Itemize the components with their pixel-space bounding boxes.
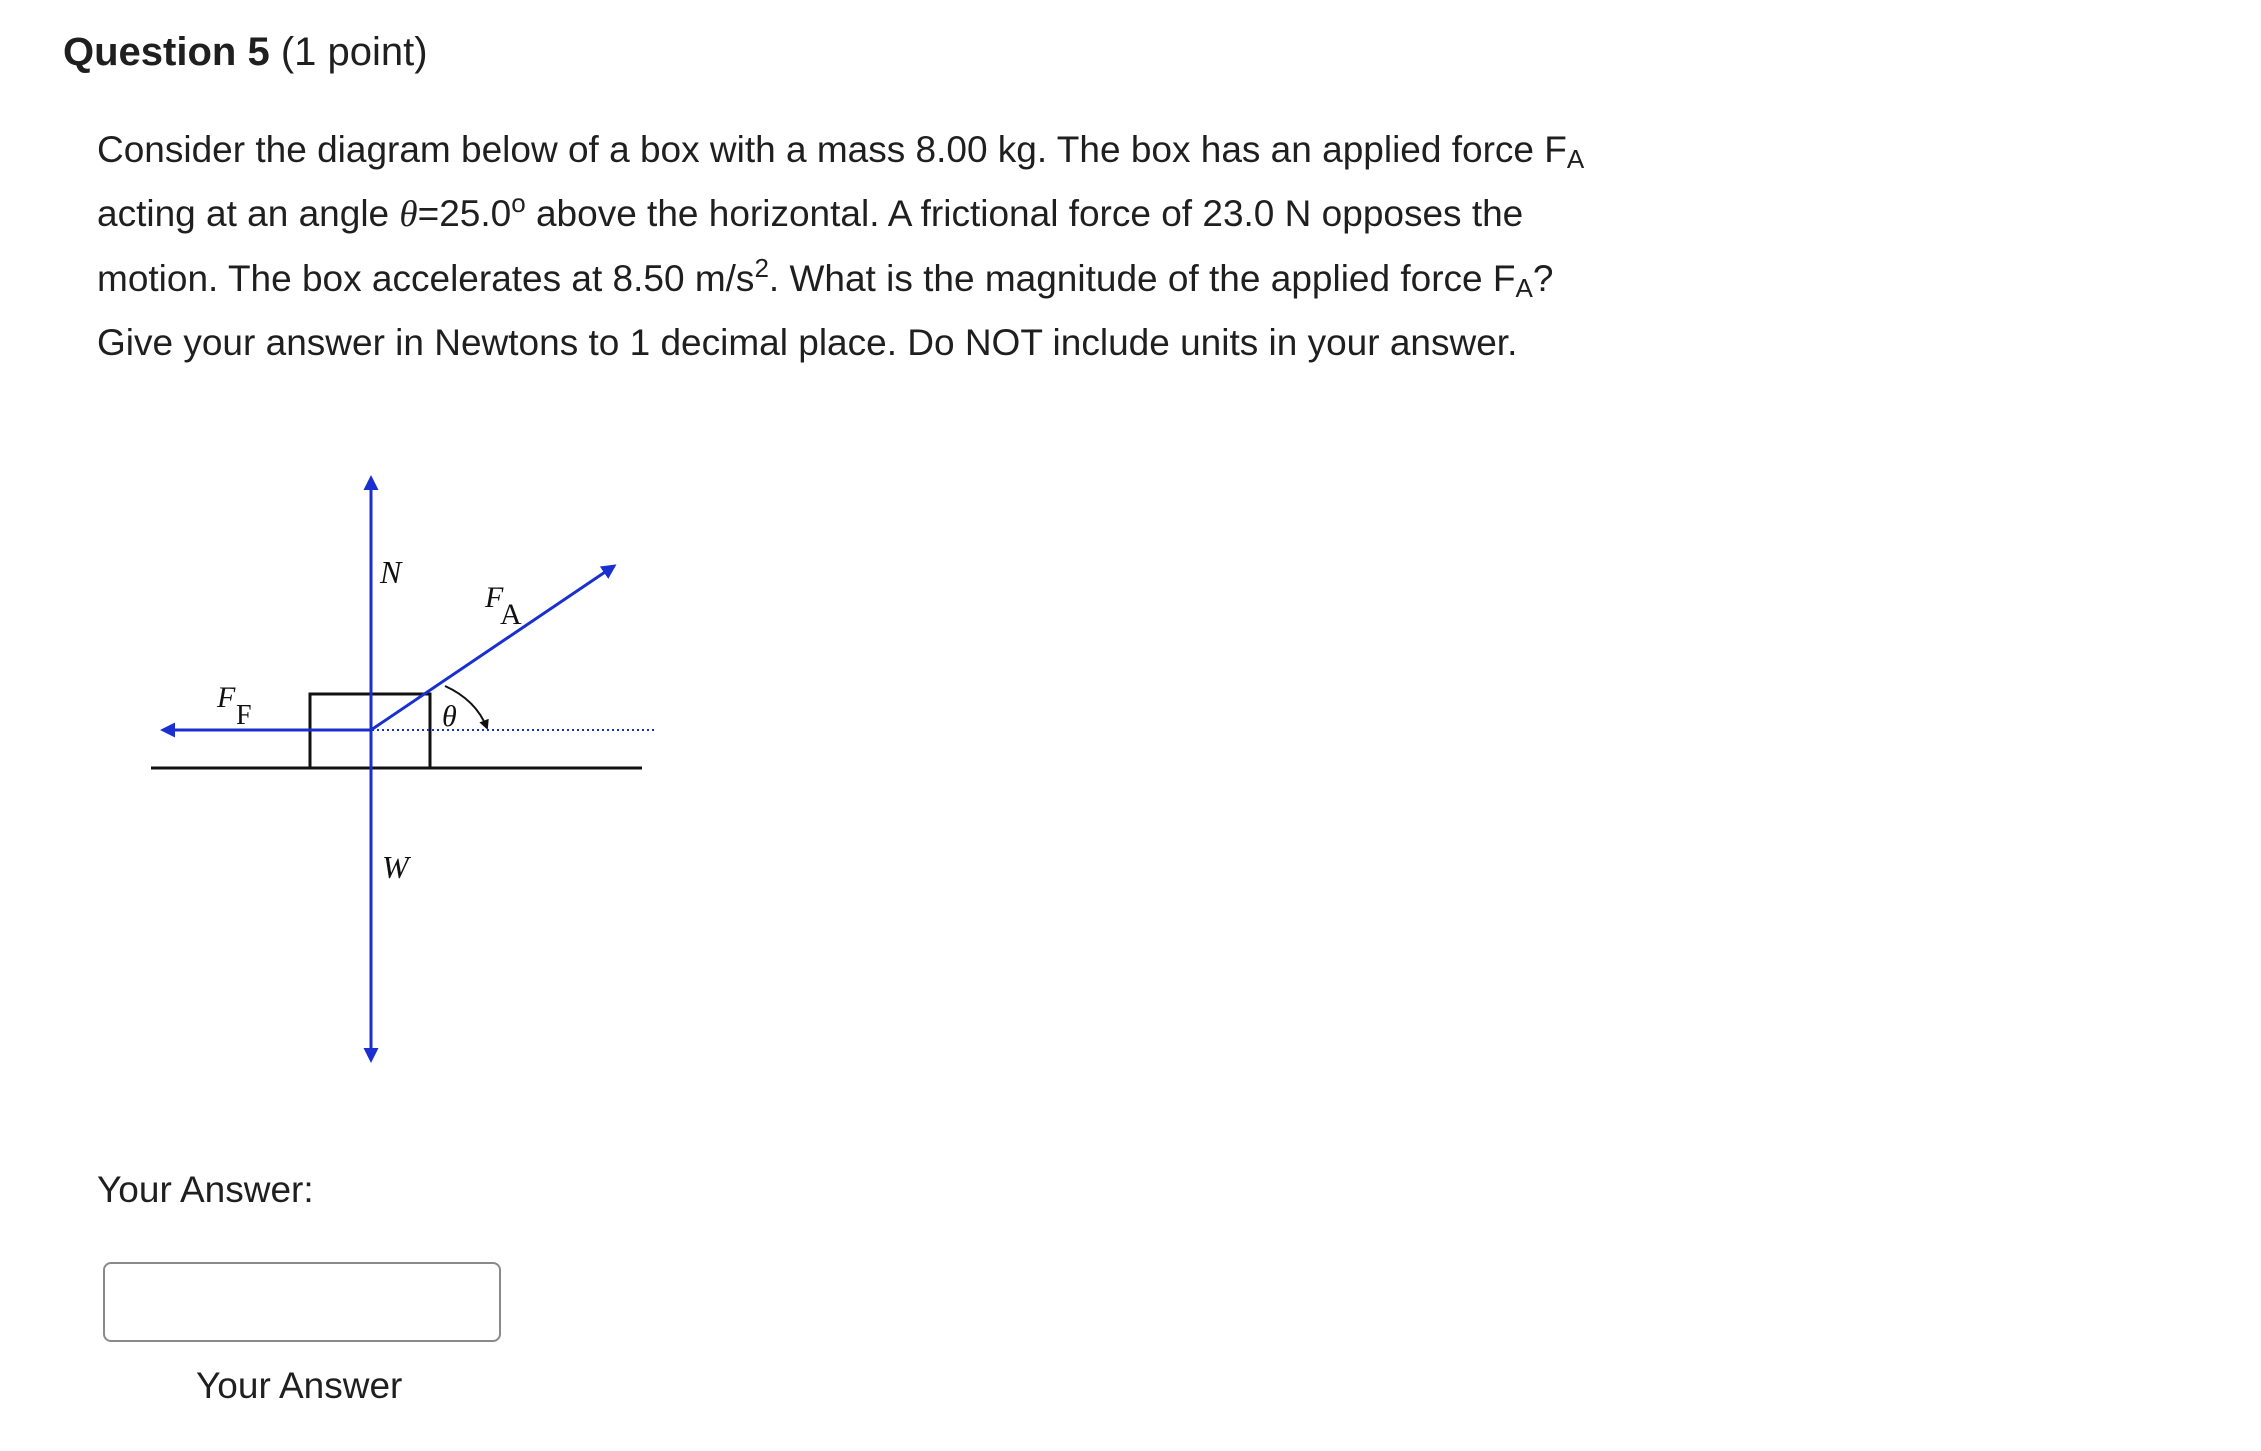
text-segment-5: . What is the magnitude of the applied force F	[768, 258, 1516, 299]
text-segment-4: above the horizontal. A frictional force of 23.0 N opposes the motion. The box accelerates at 8.50 m/s	[97, 193, 1524, 299]
text-segment-2: acting at an angle	[97, 193, 400, 234]
answer-caption: Your Answer	[196, 1365, 403, 1406]
question-points: (1 point)	[280, 30, 428, 74]
answer-input[interactable]	[103, 1262, 501, 1342]
subscript-a: A	[1566, 144, 1585, 174]
text-segment-6: ? Give your answer in Newtons to 1 decimal place. Do NOT include units in your answer.	[97, 258, 1554, 363]
applied-force-subscript: A	[500, 598, 522, 631]
question-header	[63, 26, 428, 78]
friction-force-label: F	[217, 681, 236, 714]
text-segment-1: Consider the diagram below of a box with a mass 8.00 kg. The box has an applied force F	[97, 129, 1567, 170]
squared-superscript: 2	[754, 253, 769, 283]
free-body-diagram	[140, 470, 680, 1070]
text-segment-3: =25.0	[417, 193, 512, 234]
question-title: Question 5	[63, 30, 270, 74]
theta-symbol: θ	[399, 194, 418, 235]
question-text	[97, 118, 1617, 375]
degree-superscript: o	[511, 188, 526, 218]
friction-force-subscript: F	[236, 700, 252, 731]
theta-label: θ	[442, 700, 457, 733]
question-paragraph	[97, 118, 1617, 375]
normal-force-label: N	[380, 554, 402, 590]
applied-force-label: F	[485, 581, 504, 614]
answer-label: Your Answer:	[97, 1169, 314, 1210]
weight-label: W	[382, 849, 409, 885]
subscript-a-2: A	[1515, 273, 1533, 303]
